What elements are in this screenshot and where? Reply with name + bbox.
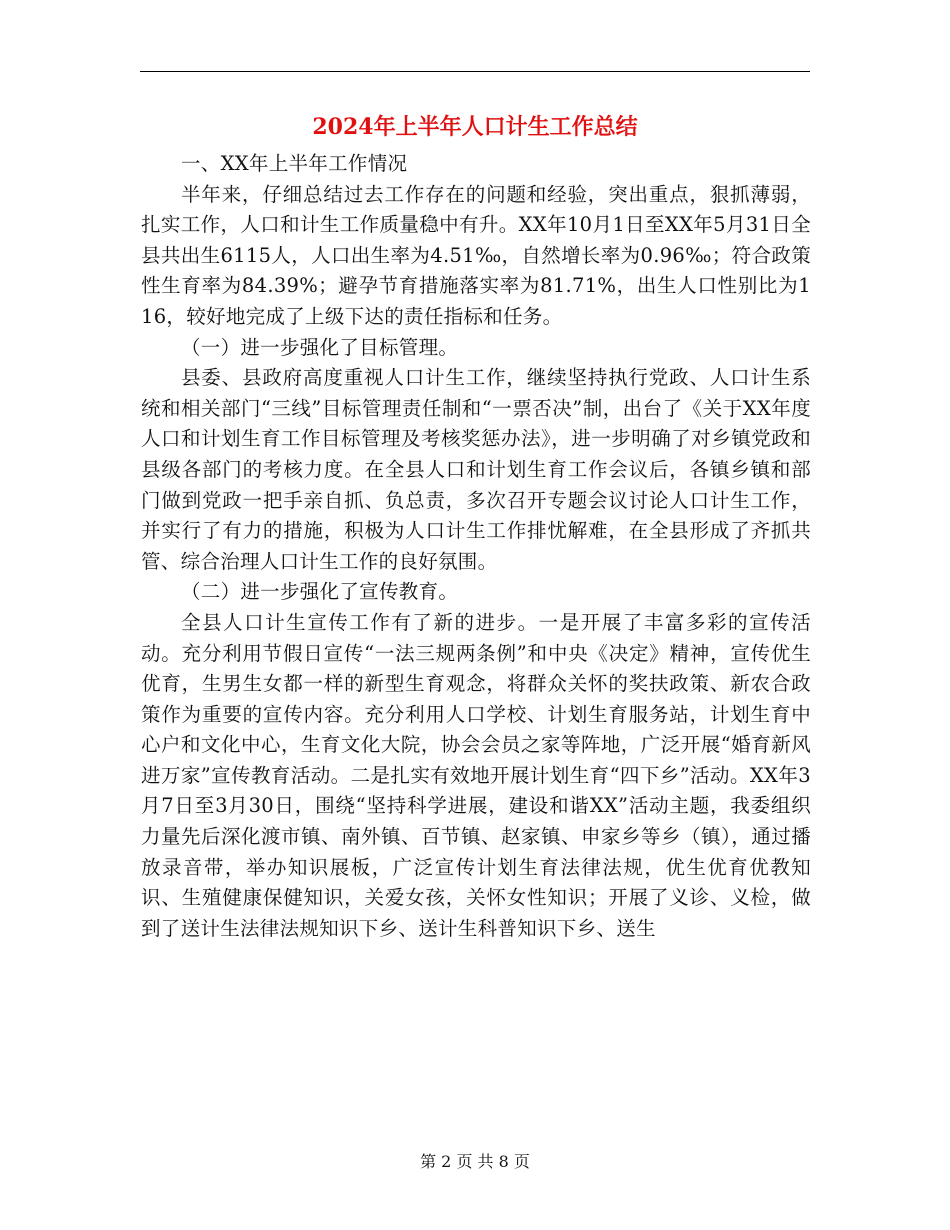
body-paragraph: 县委、县政府高度重视人口计生工作，继续坚持执行党政、人口计生系统和相关部门“三线”目标管理责任制和“一票否决”制，出台了《关于XX年度人口和计划生育工作目标管理及考核奖惩办法》，进一步明确了对乡镇党政和县级各部门的考核力度。在全县人口和计划生育工作会议后，各镇乡镇和部门做到党政一把手亲自抓、负总责，多次召开专题会议讨论人口计生工作，并实行了有力的措施，积极为人口计生工作排忧解难，在全县形成了齐抓共管、综合治理人口计生工作的良好氛围。 [141, 366, 811, 573]
document-body [141, 149, 811, 944]
section-heading: 一、XX年上半年工作情况 [180, 152, 408, 175]
page-number-footer: 第 2 页 共 8 页 [420, 1152, 530, 1171]
subsection-heading: （一）进一步强化了目标管理。 [180, 335, 459, 359]
body-paragraph: 半年来，仔细总结过去工作存在的问题和经验，突出重点，狠抓薄弱，扎实工作，人口和计生工作质量稳中有升。XX年10月1日至XX年5月31日全县共出生6115人，人口出生率为4.51‰，自然增长率为0.96‰；符合政策性生育率为84.39%；避孕节育措施落实率为81.71%，出生人口性别比为116，较好地完成了上级下达的责任指标和任务。 [141, 182, 811, 328]
document-title: 2024年上半年人口计生工作总结 [312, 114, 638, 140]
header-rule [140, 71, 810, 72]
subsection-heading: （二）进一步强化了宣传教育。 [180, 580, 459, 604]
body-paragraph: 全县人口计生宣传工作有了新的进步。一是开展了丰富多彩的宣传活动。充分利用节假日宣传“一法三规两条例”和中央《决定》精神，宣传优生优育，生男生女都一样的新型生育观念，将群众关怀的奖扶政策、新农合政策作为重要的宣传内容。充分利用人口学校、计划生育服务站，计划生育中心户和文化中心，生育文化大院，协会会员之家等阵地，广泛开展“婚育新风进万家”宣传教育活动。二是扎实有效地开展计划生育“四下乡”活动。XX年3月7日至3月30日，围绕“坚持科学进展，建设和谐XX”活动主题，我委组织力量先后深化渡市镇、南外镇、百节镇、赵家镇、申家乡等乡（镇），通过播放录音带，举办知识展板，广泛宣传计划生育法律法规，优生优育优教知识、生殖健康保健知识，关爱女孩，关怀女性知识；开展了义诊、义检，做到了送计生法律法规知识下乡、送计生科普知识下乡、送生 [141, 610, 811, 940]
